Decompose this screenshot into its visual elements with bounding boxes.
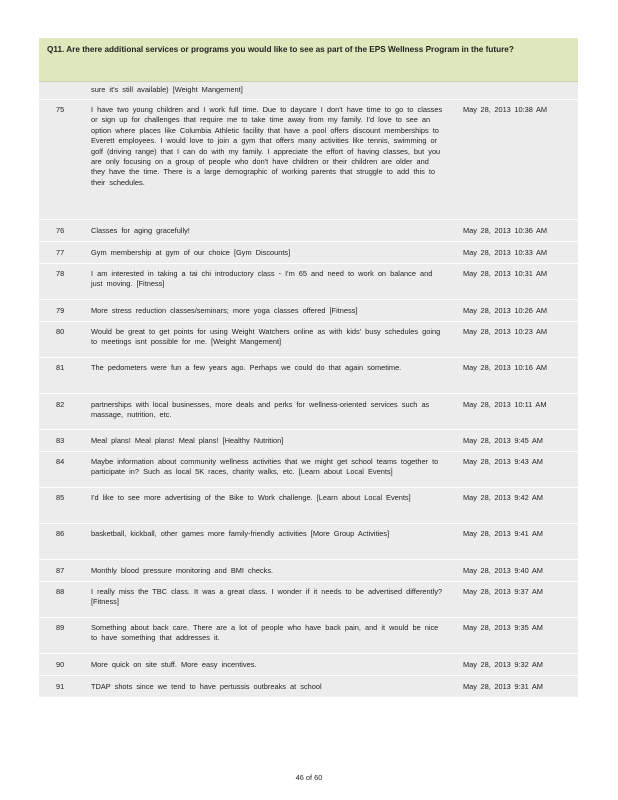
table-row	[39, 654, 578, 676]
response-number: 78	[56, 269, 65, 278]
response-timestamp: May 28, 2013 9:37 AM	[463, 587, 543, 596]
response-number: 90	[56, 660, 65, 669]
response-number: 75	[56, 105, 65, 114]
table-row	[39, 394, 578, 430]
response-timestamp: May 28, 2013 10:38 AM	[463, 105, 548, 114]
responses-table	[39, 38, 578, 698]
response-text: More quick on site stuff. More easy incentives.	[91, 660, 257, 669]
table-row	[39, 322, 578, 358]
table-row	[39, 618, 578, 654]
response-text: I'd like to see more advertising of the Bike to Work challenge. [Learn about Local Events]	[91, 493, 411, 502]
response-timestamp: May 28, 2013 9:45 AM	[463, 436, 543, 445]
table-row	[39, 676, 578, 698]
response-timestamp: May 28, 2013 9:31 AM	[463, 682, 543, 691]
response-number: 83	[56, 436, 65, 445]
response-text: TDAP shots since we tend to have pertussis outbreaks at school	[91, 682, 322, 691]
response-text: Would be great to get points for using Weight Watchers online as with kids' busy schedules going to meetings isnt possible for me. [Weight Mangement]	[91, 327, 441, 347]
table-row	[39, 300, 578, 322]
response-number: 91	[56, 682, 65, 691]
response-number: 85	[56, 493, 65, 502]
response-text: I have two young children and I work full time. Due to daycare I don't have time to go to classes or sign up for challenges that require me to take time away from my family. I'd love to see an option where places like Columbia Athletic facility that have a pool offers discount memberships to Everett employees. I would love to join a gym that offers many activities like tennis, swimming or golf (driving range) that I can do with my family. I appreciate the effort of having classes, but you are only focusing on a group of people who don't have children or their children are older and they have the time. There is a large demographic of working parents that struggle to add this to their schedules.	[91, 105, 443, 187]
response-text: Gym membership at gym of our choice [Gym Discounts]	[91, 248, 291, 257]
response-text: sure it's still available) [Weight Mangement]	[91, 85, 243, 94]
response-number: 81	[56, 363, 65, 372]
response-number: 79	[56, 306, 65, 315]
response-timestamp: May 28, 2013 9:40 AM	[463, 566, 543, 575]
response-rows	[39, 82, 578, 698]
response-timestamp: May 28, 2013 9:42 AM	[463, 493, 543, 502]
response-timestamp: May 28, 2013 9:43 AM	[463, 457, 543, 466]
response-text: basketball, kickball, other games more family-friendly activities [More Group Activities]	[91, 529, 390, 538]
table-row	[39, 560, 578, 582]
response-number: 89	[56, 623, 65, 632]
response-number: 84	[56, 457, 65, 466]
response-text: Meal plans! Meal plans! Meal plans! [Healthy Nutrition]	[91, 436, 284, 445]
response-timestamp: May 28, 2013 9:41 AM	[463, 529, 543, 538]
response-text: I really miss the TBC class. It was a great class. I wonder if it needs to be advertised differently? [Fitness]	[91, 587, 443, 607]
response-text: I am interested in taking a tai chi introductory class - I'm 65 and need to work on balance and just moving. [Fitness]	[91, 269, 433, 289]
response-timestamp: May 28, 2013 10:11 AM	[463, 400, 547, 409]
table-row	[39, 82, 578, 100]
table-row	[39, 220, 578, 242]
response-text: Something about back care. There are a lot of people who have back pain, and it would be nice to have something that addresses it.	[91, 623, 439, 643]
response-timestamp: May 28, 2013 10:31 AM	[463, 269, 548, 278]
response-text: Maybe information about community wellness activities that we might get school teams together to participate in? Such as local 5K races, charity walks, etc. [Learn about Local Events]	[91, 457, 439, 477]
response-number: 77	[56, 248, 65, 257]
table-row	[39, 430, 578, 452]
table-row	[39, 582, 578, 618]
response-text: Classes for aging gracefully!	[91, 226, 190, 235]
table-row	[39, 242, 578, 264]
page-number: 46 of 60	[295, 773, 323, 782]
table-row	[39, 358, 578, 394]
table-row	[39, 452, 578, 488]
response-number: 88	[56, 587, 65, 596]
response-number: 82	[56, 400, 65, 409]
response-timestamp: May 28, 2013 9:32 AM	[463, 660, 543, 669]
table-row	[39, 488, 578, 524]
response-text: More stress reduction classes/seminars; more yoga classes offered [Fitness]	[91, 306, 358, 315]
response-number: 87	[56, 566, 65, 575]
response-timestamp: May 28, 2013 9:35 AM	[463, 623, 543, 632]
table-row	[39, 100, 578, 220]
response-timestamp: May 28, 2013 10:36 AM	[463, 226, 548, 235]
response-timestamp: May 28, 2013 10:33 AM	[463, 248, 548, 257]
question-header: Q11. Are there additional services or programs you would like to see as part of the EPS Wellness Program in the future?	[39, 38, 578, 82]
table-row	[39, 264, 578, 300]
response-timestamp: May 28, 2013 10:16 AM	[463, 363, 548, 372]
response-number: 86	[56, 529, 65, 538]
response-number: 76	[56, 226, 65, 235]
response-text: The pedometers were fun a few years ago. Perhaps we could do that again sometime.	[91, 363, 402, 372]
response-timestamp: May 28, 2013 10:23 AM	[463, 327, 548, 336]
table-row	[39, 524, 578, 560]
response-text: Monthly blood pressure monitoring and BMI checks.	[91, 566, 274, 575]
response-text: partnerships with local businesses, more deals and perks for wellness-oriented services such as massage, nutrition, etc.	[91, 400, 430, 420]
response-timestamp: May 28, 2013 10:26 AM	[463, 306, 548, 315]
response-number: 80	[56, 327, 65, 336]
